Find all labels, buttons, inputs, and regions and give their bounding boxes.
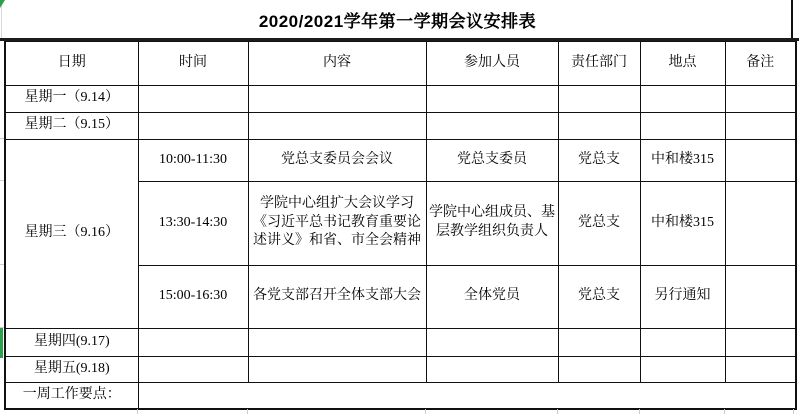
notes-cell[interactable] bbox=[725, 181, 796, 265]
green-corner-triangle bbox=[0, 0, 5, 8]
empty-cell[interactable] bbox=[558, 85, 640, 112]
header-row bbox=[5, 41, 796, 85]
participants-cell[interactable]: 学院中心组成员、基层教学组织负责人 bbox=[426, 181, 558, 265]
bottom-gridline-tick bbox=[557, 409, 558, 414]
empty-cell[interactable] bbox=[640, 112, 725, 139]
location-cell[interactable]: 中和楼315 bbox=[640, 181, 725, 265]
bottom-gridline-tick bbox=[793, 409, 794, 414]
day-cell-friday[interactable]: 星期五(9.18) bbox=[5, 356, 138, 382]
day-cell-thursday[interactable]: 星期四(9.17) bbox=[5, 328, 138, 356]
week-points-label-cell[interactable]: 一周工作要点： bbox=[5, 382, 138, 409]
week-points-value-cell[interactable] bbox=[138, 382, 796, 409]
bottom-gridline-tick bbox=[137, 409, 138, 414]
bottom-gridline-tick bbox=[425, 409, 426, 414]
row-friday bbox=[5, 356, 796, 382]
location-cell[interactable]: 另行通知 bbox=[640, 265, 725, 328]
empty-cell[interactable] bbox=[426, 328, 558, 356]
margin-gridline-tick bbox=[0, 264, 4, 265]
empty-cell[interactable] bbox=[426, 112, 558, 139]
empty-cell[interactable] bbox=[248, 85, 426, 112]
empty-cell[interactable] bbox=[138, 112, 248, 139]
empty-cell[interactable] bbox=[138, 85, 248, 112]
empty-cell[interactable] bbox=[248, 328, 426, 356]
notes-cell[interactable] bbox=[725, 265, 796, 328]
row-thursday bbox=[5, 328, 796, 356]
empty-cell[interactable] bbox=[248, 112, 426, 139]
empty-cell[interactable] bbox=[138, 328, 248, 356]
department-cell[interactable]: 党总支 bbox=[558, 265, 640, 328]
col-header-time[interactable]: 时间 bbox=[138, 41, 248, 85]
bottom-gridline-tick bbox=[724, 409, 725, 414]
col-header-content[interactable]: 内容 bbox=[248, 41, 426, 85]
row-tuesday bbox=[5, 112, 796, 139]
row-week-points bbox=[5, 382, 796, 409]
margin-gridline-tick bbox=[0, 180, 4, 181]
empty-cell[interactable] bbox=[725, 85, 796, 112]
empty-cell[interactable] bbox=[558, 328, 640, 356]
empty-cell[interactable] bbox=[138, 356, 248, 382]
time-cell[interactable]: 15:00-16:30 bbox=[138, 265, 248, 328]
time-cell[interactable]: 10:00-11:30 bbox=[138, 139, 248, 181]
content-cell[interactable]: 党总支委员会会议 bbox=[248, 139, 426, 181]
notes-cell[interactable] bbox=[725, 139, 796, 181]
participants-cell[interactable]: 党总支委员 bbox=[426, 139, 558, 181]
col-header-department[interactable]: 责任部门 bbox=[558, 41, 640, 85]
participants-cell[interactable]: 全体党员 bbox=[426, 265, 558, 328]
schedule-table bbox=[4, 40, 797, 410]
time-cell[interactable]: 13:30-14:30 bbox=[138, 181, 248, 265]
department-cell[interactable]: 党总支 bbox=[558, 139, 640, 181]
empty-cell[interactable] bbox=[248, 356, 426, 382]
empty-cell[interactable] bbox=[426, 356, 558, 382]
empty-cell[interactable] bbox=[725, 356, 796, 382]
empty-cell[interactable] bbox=[558, 112, 640, 139]
empty-cell[interactable] bbox=[558, 356, 640, 382]
col-header-date[interactable]: 日期 bbox=[5, 41, 138, 85]
empty-cell[interactable] bbox=[725, 112, 796, 139]
content-cell[interactable]: 学院中心组扩大会议学习《习近平总书记教育重要论述讲义》和省、市全会精神 bbox=[248, 181, 426, 265]
schedule-title[interactable]: 2020/2021学年第一学期会议安排表 bbox=[4, 0, 793, 38]
location-cell[interactable]: 中和楼315 bbox=[640, 139, 725, 181]
empty-cell[interactable] bbox=[640, 85, 725, 112]
empty-cell[interactable] bbox=[725, 328, 796, 356]
empty-cell[interactable] bbox=[640, 328, 725, 356]
day-cell-tuesday[interactable]: 星期二（9.15） bbox=[5, 112, 138, 139]
cell-selection-indicator bbox=[0, 328, 3, 358]
content-cell[interactable]: 各党支部召开全体支部大会 bbox=[248, 265, 426, 328]
margin-gridline-tick bbox=[0, 138, 4, 139]
bottom-gridline-tick bbox=[639, 409, 640, 414]
title-divider bbox=[0, 38, 799, 41]
row-monday bbox=[5, 85, 796, 112]
col-header-location[interactable]: 地点 bbox=[640, 41, 725, 85]
row-wednesday-meeting-1 bbox=[5, 139, 796, 181]
empty-cell[interactable] bbox=[426, 85, 558, 112]
bottom-gridline-tick bbox=[247, 409, 248, 414]
day-cell-wednesday[interactable]: 星期三（9.16） bbox=[5, 139, 138, 328]
department-cell[interactable]: 党总支 bbox=[558, 181, 640, 265]
empty-cell[interactable] bbox=[640, 356, 725, 382]
day-cell-monday[interactable]: 星期一（9.14） bbox=[5, 85, 138, 112]
col-header-notes[interactable]: 备注 bbox=[725, 41, 796, 85]
col-header-participants[interactable]: 参加人员 bbox=[426, 41, 558, 85]
